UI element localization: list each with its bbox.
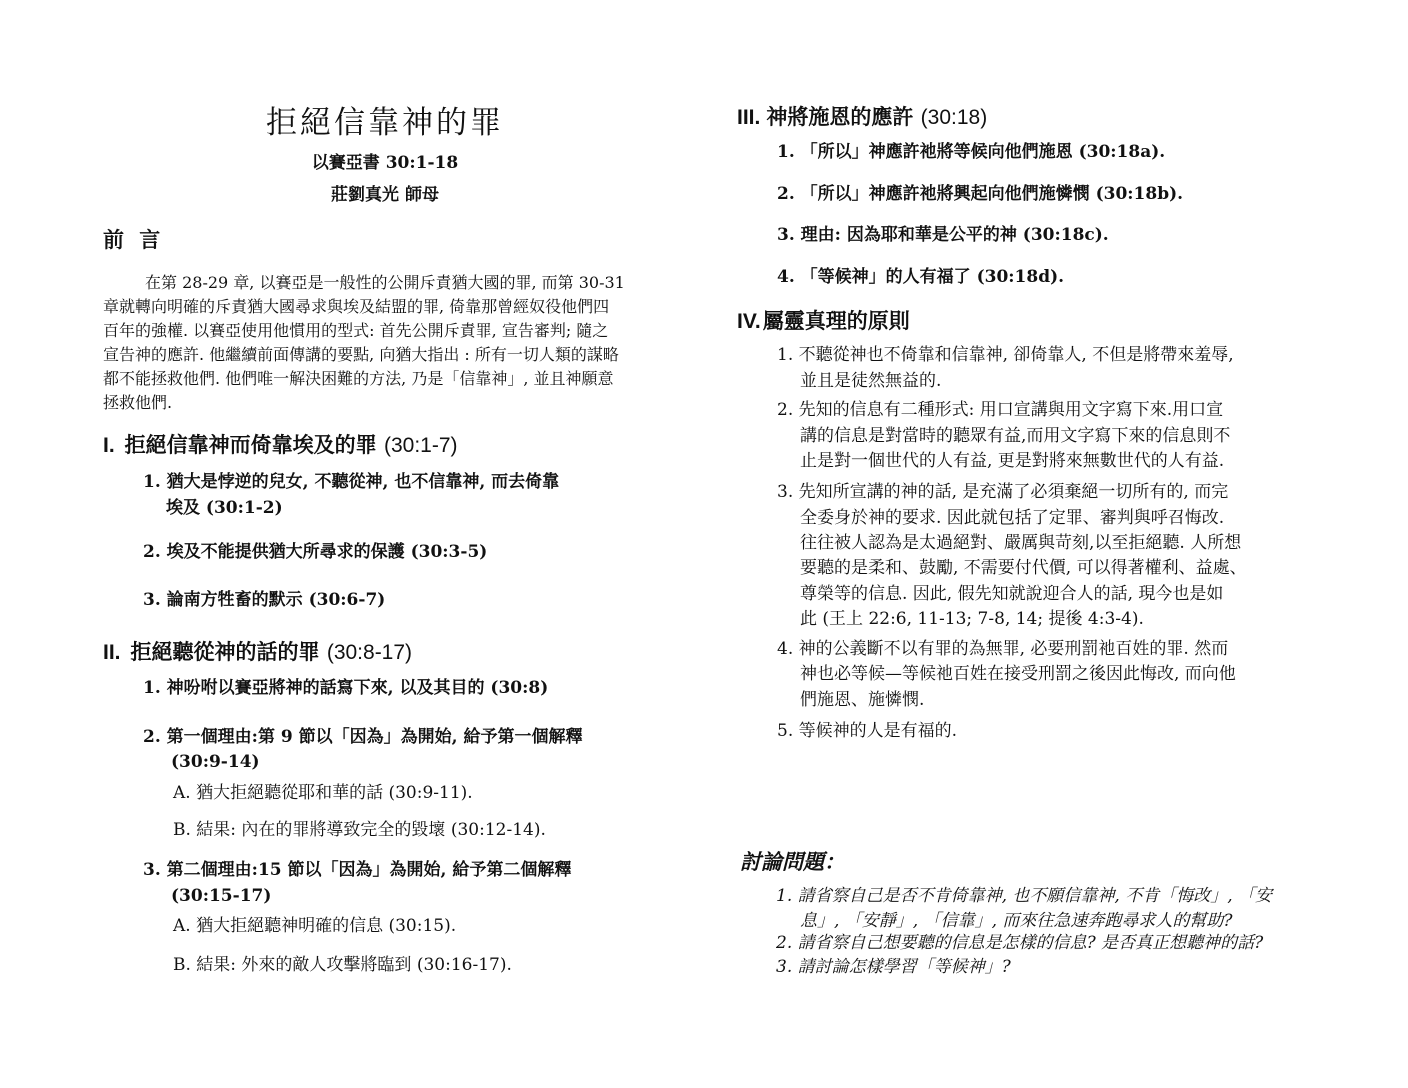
list-item: 1. 猶大是悖逆的兒女, 不聽從神, 也不信靠神, 而去倚靠 (143, 472, 560, 492)
principle-item: 5. 等候神的人是有福的. (777, 721, 958, 741)
section-3-heading (737, 103, 987, 132)
scripture-reference: 以賽亞書 30:1-18 (311, 153, 459, 173)
section-2-heading (103, 638, 412, 667)
intro-heading: 前 言 (103, 227, 165, 252)
intro-line: 在第 28-29 章, 以賽亞是一般性的公開斥責猶大國的罪, 而第 30-31 (145, 273, 625, 292)
list-item-continued: (30:9-14) (171, 752, 260, 772)
list-item: 2. 第一個理由:第 9 節以「因為」為開始, 給予第一個解釋 (143, 727, 583, 747)
section-number: II. (103, 641, 121, 664)
list-item: 2. 「所以」神應許祂將興起向他們施憐憫 (30:18b). (777, 184, 1184, 204)
list-item: 1. 神吩咐以賽亞將神的話寫下來, 以及其目的 (30:8) (143, 678, 549, 698)
page-title: 拒絕信靠神的罪 (266, 105, 504, 141)
intro-line: 拯救他們. (103, 393, 173, 412)
section-ref: (30:1-7) (383, 434, 458, 457)
principle-item: 1. 不聽從神也不倚靠和信靠神, 卻倚靠人, 不但是將帶來羞辱, (777, 345, 1234, 365)
section-ref: (30:8-17) (326, 641, 413, 664)
intro-line: 百年的強權. 以賽亞使用他慣用的型式: 首先公開斥責罪, 宣告審判; 隨之 (103, 321, 609, 340)
section-number: I. (103, 434, 115, 457)
list-item: 2. 埃及不能提供猶大所尋求的保護 (30:3-5) (143, 542, 488, 562)
list-item-continued: (30:15-17) (171, 886, 272, 906)
author: 莊劉真光 師母 (331, 185, 439, 205)
principle-item: 4. 神的公義斷不以有罪的為無罪, 必要刑罰祂百姓的罪. 然而 (777, 639, 1229, 659)
list-item: 4. 「等候神」的人有福了 (30:18d). (777, 267, 1065, 287)
principle-item-continued: 尊榮等的信息. 因此, 假先知就說迎合人的話, 現今也是如 (800, 584, 1224, 604)
section-number: IV. (737, 310, 761, 333)
discussion-heading: 討論問題： (740, 849, 845, 874)
sub-item: A. 猶大拒絕聽神明確的信息 (30:15). (173, 916, 457, 936)
discussion-question: 3. 請討論怎樣學習「等候神」? (776, 957, 1011, 977)
discussion-question-continued: 息」, 「安靜」, 「信靠」, 而來往急速奔跑尋求人的幫助? (800, 911, 1233, 931)
principle-item-continued: 要聽的是柔和、鼓勵, 不需要付代價, 可以得著權利、益處、 (800, 558, 1247, 578)
sub-item: B. 結果: 內在的罪將導致完全的毀壞 (30:12-14). (173, 820, 546, 840)
sub-item: A. 猶大拒絕聽從耶和華的話 (30:9-11). (173, 783, 473, 803)
principle-item-continued: 往往被人認為是太過絕對、嚴厲與苛刻,以至拒絕聽. 人所想 (800, 533, 1242, 553)
section-number: III. (737, 106, 761, 129)
intro-line: 都不能拯救他們. 他們唯一解決困難的方法, 乃是「信靠神」, 並且神願意 (103, 369, 614, 388)
section-title: 拒絕信靠神而倚靠埃及的罪 (124, 432, 384, 457)
principle-item-continued: 講的信息是對當時的聽眾有益,而用文字寫下來的信息則不 (800, 426, 1231, 446)
principle-item: 3. 先知所宣講的神的話, 是充滿了必須棄絕一切所有的, 而完 (777, 482, 1229, 502)
principle-item-continued: 全委身於神的要求. 因此就包括了定罪、審判與呼召悔改. (800, 508, 1225, 528)
section-title: 神將施恩的應許 (766, 104, 921, 129)
list-item-continued: 埃及 (30:1-2) (166, 498, 283, 518)
section-title: 屬靈真理的原則 (762, 308, 910, 333)
list-item: 1. 「所以」神應許祂將等候向他們施恩 (30:18a). (777, 142, 1166, 162)
principle-item-continued: 此 (王上 22:6, 11-13; 7-8, 14; 提後 4:3-4). (800, 609, 1144, 629)
section-4-heading (737, 307, 910, 336)
sub-item: B. 結果: 外來的敵人攻擊將臨到 (30:16-17). (173, 955, 512, 975)
section-ref: (30:18) (920, 106, 988, 129)
principle-item-continued: 並且是徒然無益的. (800, 371, 942, 391)
principle-item-continued: 們施恩、施憐憫. (800, 690, 925, 710)
list-item: 3. 論南方牲畜的默示 (30:6-7) (143, 590, 386, 610)
discussion-question: 1. 請省察自己是否不肯倚靠神, 也不願信靠神, 不肯「悔改」, 「安 (776, 886, 1273, 906)
discussion-question: 2. 請省察自己想要聽的信息是怎樣的信息? 是否真正想聽神的話? (776, 933, 1264, 953)
intro-line: 章就轉向明確的斥責猶大國尋求與埃及結盟的罪, 倚靠那曾經奴役他們四 (103, 297, 610, 316)
list-item: 3. 理由: 因為耶和華是公平的神 (30:18c). (777, 225, 1109, 245)
principle-item-continued: 神也必等候—等候祂百姓在接受刑罰之後因此悔改, 而向他 (800, 664, 1236, 684)
list-item: 3. 第二個理由:15 節以「因為」為開始, 給予第二個解釋 (143, 860, 572, 880)
principle-item: 2. 先知的信息有二種形式: 用口宣講與用文字寫下來.用口宣 (777, 400, 1224, 420)
section-1-heading (103, 431, 458, 460)
section-title: 拒絕聽從神的話的罪 (130, 639, 327, 664)
intro-line: 宣告神的應許. 他繼續前面傳講的要點, 向猶大指出 : 所有一切人類的謀略 (103, 345, 619, 364)
principle-item-continued: 止是對一個世代的人有益, 更是對將來無數世代的人有益. (800, 451, 1225, 471)
